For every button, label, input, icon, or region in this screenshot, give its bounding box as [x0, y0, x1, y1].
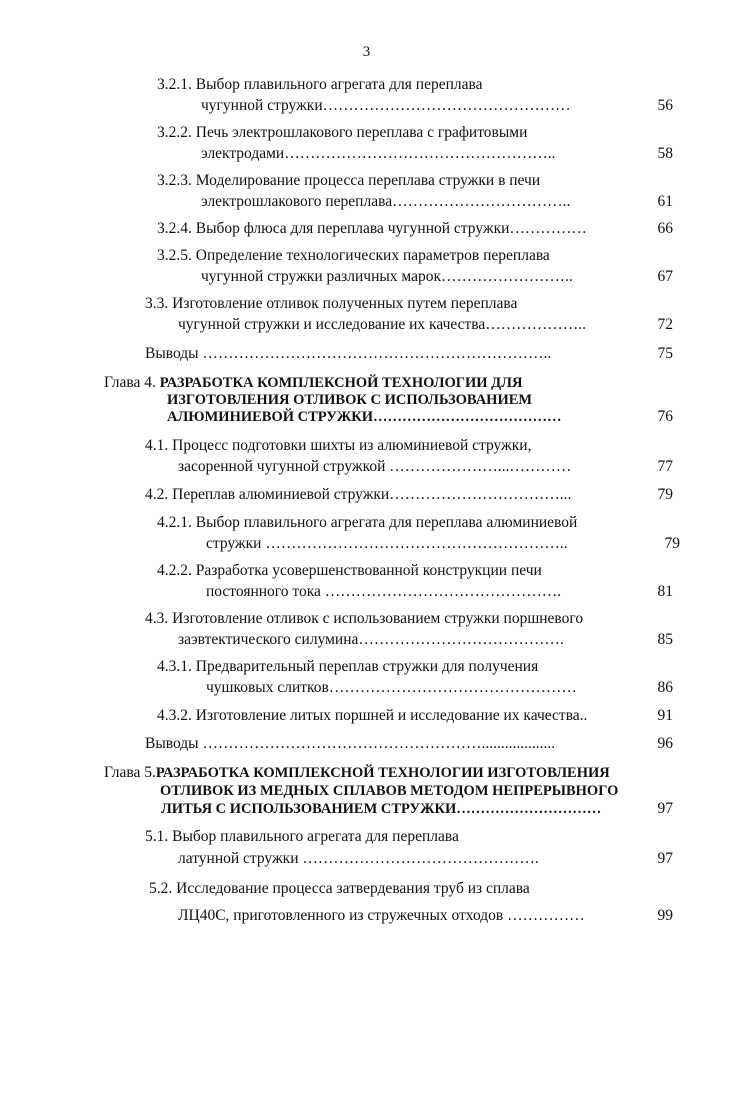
toc-4-3-1-line1: 4.3.1. Предварительный переплав стружки для получения: [157, 658, 539, 675]
toc-chapter-5-title: РАЗРАБОТКА КОМПЛЕКСНОЙ ТЕХНОЛОГИИ ИЗГОТОВЛЕНИЯ: [155, 765, 610, 781]
toc-4-1-page: 77: [657, 458, 673, 475]
toc-conclusions-3: Выводы …………………………………………………………..: [145, 345, 552, 362]
toc-4-2-page: 79: [657, 486, 673, 503]
toc-4-2-1-line2: стружки …………………………………………………..: [206, 535, 568, 552]
toc-4-3-line2: заэвтектического силумина………………………………….: [178, 631, 564, 648]
toc-5-1-line2: латунной стружки ……………………………………….: [178, 850, 539, 867]
toc-5-2-line2: ЛЦ40С, приготовленного из стружечных отходов ……………: [178, 907, 585, 924]
toc-3-2-5-page: 67: [657, 268, 673, 285]
toc-4-3-2-page: 91: [657, 707, 673, 724]
toc-4-2-2-page: 81: [657, 583, 673, 600]
toc-3-2-1-line1: 3.2.1. Выбор плавильного агрегата для переплава: [157, 76, 483, 93]
toc-4-2-2-line2: постоянного тока ……………………………………….: [206, 583, 562, 600]
toc-chapter-5-page: 97: [657, 800, 673, 817]
toc-4-1-line1: 4.1. Процесс подготовки шихты из алюминиевой стружки,: [145, 437, 532, 454]
toc-chapter-4-prefix: Глава 4.: [104, 374, 160, 391]
page-number: 3: [362, 44, 371, 60]
toc-5-1-page: 97: [657, 850, 673, 867]
toc-chapter-5-line1: [104, 764, 610, 782]
toc-3-2-3-line2: электрошлакового переплава……………………………..: [201, 193, 571, 210]
toc-chapter-4-title: РАЗРАБОТКА КОМПЛЕКСНОЙ ТЕХНОЛОГИИ ДЛЯ: [159, 375, 523, 391]
toc-5-2-line1: 5.2. Исследование процесса затвердевания труб из сплава: [149, 880, 530, 897]
toc-conclusions-4: Выводы ………………………………………………...................: [145, 735, 556, 752]
toc-3-2-2-page: 58: [657, 145, 673, 162]
toc-4-2-1-page: 79: [664, 535, 680, 552]
toc-4-3-line1: 4.3. Изготовление отливок с использованием стружки поршневого: [145, 610, 584, 627]
toc-4-2-2-line1: 4.2.2. Разработка усовершенствованной конструкции печи: [157, 562, 542, 579]
toc-4-2-line1: 4.2. Переплав алюминиевой стружки……………………………...: [145, 486, 572, 503]
toc-4-2-1-line1: 4.2.1. Выбор плавильного агрегата для переплава алюминиевой: [157, 514, 578, 531]
toc-3-2-2-line1: 3.2.2. Печь электрошлакового переплава с графитовыми: [157, 124, 528, 141]
toc-3-2-5-line1: 3.2.5. Определение технологических параметров переплава: [157, 247, 550, 264]
toc-5-2-page: 99: [657, 907, 673, 924]
toc-chapter-4-line3: АЛЮМИНИЕВОЙ СТРУЖКИ…………………………………: [167, 409, 562, 425]
toc-4-3-page: 85: [657, 631, 673, 648]
toc-3-2-4-line1: 3.2.4. Выбор флюса для переплава чугунной стружки……………: [157, 220, 587, 237]
toc-chapter-5-prefix: Глава 5.: [104, 764, 156, 781]
toc-chapter-4-line2: ИЗГОТОВЛЕНИЯ ОТЛИВОК С ИСПОЛЬЗОВАНИЕМ: [167, 392, 533, 408]
toc-3-2-1-page: 56: [657, 97, 673, 114]
toc-conclusions-3-page: 75: [657, 345, 673, 362]
toc-5-1-line1: 5.1. Выбор плавильного агрегата для переплава: [145, 828, 459, 845]
toc-3-2-3-line1: 3.2.3. Моделирование процесса переплава стружки в печи: [157, 172, 541, 189]
toc-3-2-2-line2: электродами……………………………………………..: [201, 145, 556, 162]
toc-conclusions-4-page: 96: [657, 735, 673, 752]
toc-4-3-1-page: 86: [657, 679, 673, 696]
toc-3-3-line2: чугунной стружки и исследование их качества………………..: [178, 316, 587, 333]
toc-3-2-5-line2: чугунной стружки различных марок……………………..: [201, 268, 573, 285]
toc-3-3-line1: 3.3. Изготовление отливок полученных путем переплава: [145, 295, 518, 312]
toc-4-1-line2: засоренной чугунной стружкой …………………...…………: [178, 458, 572, 475]
toc-3-2-3-page: 61: [657, 193, 673, 210]
toc-chapter-5-line3: ЛИТЬЯ С ИСПОЛЬЗОВАНИЕМ СТРУЖКИ…………………………: [161, 801, 602, 817]
toc-4-3-2-line1: 4.3.2. Изготовление литых поршней и исследование их качества..: [157, 707, 588, 724]
toc-3-2-1-line2: чугунной стружки…………………………………………: [201, 97, 571, 114]
toc-chapter-5-line2: ОТЛИВОК ИЗ МЕДНЫХ СПЛАВОВ МЕТОДОМ НЕПРЕРЫВНОГО: [160, 783, 619, 799]
toc-4-3-1-line2: чушковых слитков…………………………………………: [206, 679, 577, 696]
toc-3-3-page: 72: [657, 316, 673, 333]
toc-chapter-4-page: 76: [657, 408, 673, 425]
toc-chapter-4-line1: [104, 374, 522, 392]
toc-3-2-4-page: 66: [657, 220, 673, 237]
